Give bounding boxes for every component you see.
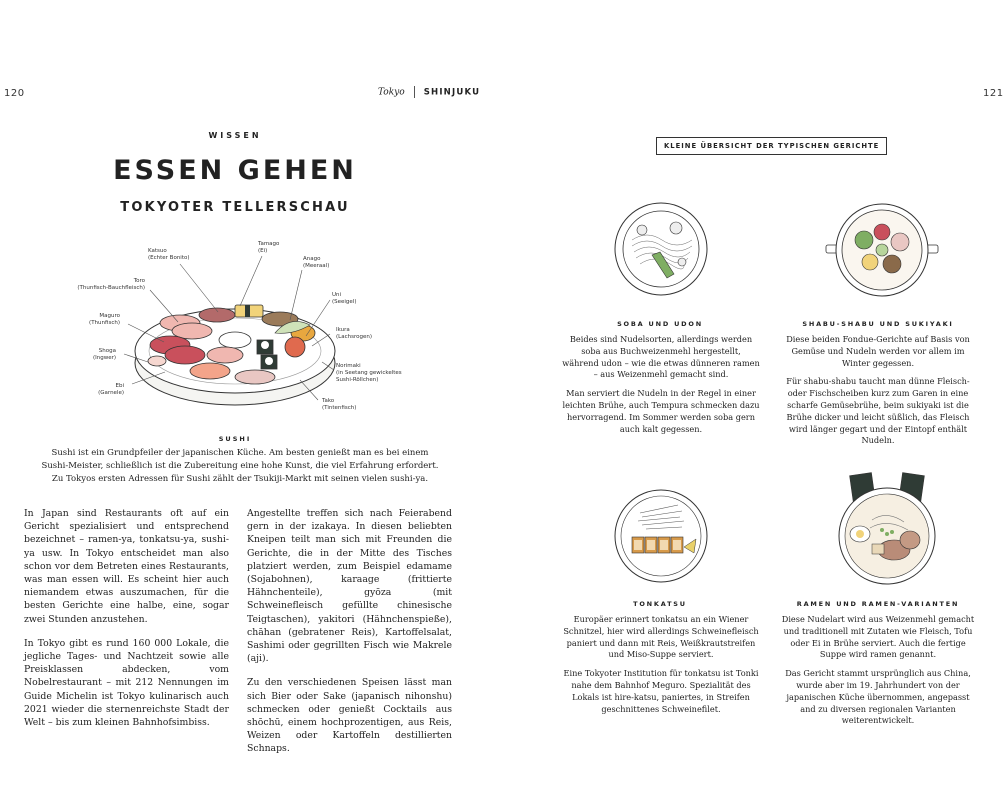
label-maguro: Maguro (Thunfisch) bbox=[89, 313, 120, 326]
label-tako: Tako (Tintenfisch) bbox=[322, 398, 357, 411]
body-column-2 bbox=[247, 507, 452, 767]
dish-text-shabu: Diese beiden Fondue-Gerichte auf Basis von Gemüse und Nudeln werden vor allem im Winter gegessen. Für shabu-shabu taucht man dünne Fleisch- oder Fischscheiben kurz zum Garen in eine scharfe Gemüsebrühe, beim sukiyaki ist die Brühe dicker und leicht süßlich, das Fleisch wird länger gegart und der Eintopf enthält Nudeln. bbox=[786, 334, 970, 446]
running-head bbox=[378, 86, 480, 98]
soba-bowl-illustration bbox=[612, 200, 710, 298]
dish-text-tonkatsu: Europäer erinnert tonkatsu an ein Wiener Schnitzel, hier wird allerdings Schweinefleisch paniert und dann mit Reis, Weißkrautstreifen und Miso-Suppe serviert. Eine Tokyoter Institution für tonkatsu ist Tonki nahe dem Bahnhof Meguro. Spezialität des Lokals ist hire-katsu, paniertes, in Streifen geschnittenes Schweinefilet. bbox=[563, 614, 759, 714]
dish-title-shabu: SHABU-SHABU UND SUKIYAKI bbox=[802, 320, 954, 328]
label-toro: Toro (Thunfisch-Bauchfleisch) bbox=[77, 278, 145, 291]
ramen-bowl-illustration bbox=[832, 470, 942, 588]
page-subtitle: TOKYOTER TELLERSCHAU bbox=[120, 200, 350, 215]
label-uni: Uni (Seeigel) bbox=[332, 292, 357, 305]
body-paragraph: In Tokyo gibt es rund 160 000 Lokale, die jegliche Tages- und Nachtzeit sowie alle Preisklassen abdecken, vom Nobelrestaurant – mit 212 Nennungen im Guide Michelin ist Tokyo kulinarisch auch 2021 wieder die sternenreichste Stadt der Welt – bis zum kleinen Bahnhofsimbiss. bbox=[24, 637, 229, 729]
overview-box-title: KLEINE ÜBERSICHT DER TYPISCHEN GERICHTE bbox=[656, 137, 887, 155]
dish-text-ramen: Diese Nudelart wird aus Weizenmehl gemacht und traditionell mit Zutaten wie Fleisch, Tofu oder Ei in Brühe serviert. Auch die fertige Suppe wird ramen genannt. Das Gericht stammt ursprünglich aus China, wurde aber im 19. Jahrhundert von der japanischen Küche übernommen, angepasst and zu diversen regionalen Varianten weiterentwickelt. bbox=[781, 614, 975, 726]
dish-title-soba: SOBA UND UDON bbox=[617, 320, 703, 328]
label-leader-lines bbox=[90, 250, 350, 410]
running-head-section: SHINJUKU bbox=[423, 87, 481, 98]
body-paragraph: Zu den verschiedenen Speisen lässt man sich Bier oder Sake (japanisch nihonshu) schmecken oder genießt Cocktails aus shōchū, einem hochprozentigen, aus Reis, Weizen oder Kartoffeln destillierten Schnaps. bbox=[247, 677, 452, 755]
dish-title-tonkatsu: TONKATSU bbox=[633, 600, 687, 608]
label-ikura: Ikura (Lachsrogen) bbox=[336, 327, 372, 340]
body-column-1 bbox=[24, 507, 229, 740]
dish-text-soba: Beides sind Nudelsorten, allerdings werden soba aus Buchweizenmehl hergestellt, während udon – wie die etwas dünneren ramen – aus Weizenmehl gemacht sind. Man serviert die Nudeln in der Regel in einer leichten Brühe, auch Tempura schmecken dazu hervorragend. Im Sommer werden soba gern auch kalt gegessen. bbox=[562, 334, 760, 434]
label-katsuo: Katsuo (Echter Bonito) bbox=[148, 248, 190, 261]
body-paragraph: Angestellte treffen sich nach Feierabend gern in der izakaya. In diesen beliebten Kneipen teilt man sich mit Freunden die Gerichte, die in der Mitte des Tisches platziert werden, zum Beispiel edamame (Sojabohnen), karaage (frittierte Hähnchenteile), gyōza (mit Schweinefleisch gefüllte chinesische Teigtaschen), yakitori (Hähnchenspieße), chāhan (gebratener Reis), Kartoffelsalat, Sashimi oder gegrillten Fisch wie Makrele (aji). bbox=[247, 508, 452, 665]
body-paragraph: In Japan sind Restaurants oft auf ein Gericht spezialisiert und entsprechend bezeichnet – ramen-ya, tonkatsu-ya, sushi-ya usw. In Tokyo entscheidet man also schon vor dem Betreten eines Restaurants, was man essen will. Es scheint hier auch niemandem etwas auszumachen, für die besten Gerichte eine halbe, eine, sogar zwei Stunden anzustehen. bbox=[24, 508, 229, 625]
running-head-city: Tokyo bbox=[378, 87, 405, 98]
dish-title-ramen: RAMEN UND RAMEN-VARIANTEN bbox=[796, 600, 960, 608]
section-kicker: WISSEN bbox=[208, 131, 262, 140]
page-number-left: 120 bbox=[4, 88, 25, 99]
page-number-right: 121 bbox=[983, 88, 1004, 99]
label-norimaki: Norimaki (in Seetang gewickeltes Sushi-Röllchen) bbox=[336, 363, 402, 383]
intro-text: Sushi ist ein Grundpfeiler der japanischen Küche. Am besten genießt man es bei einem Sushi-Meister, schließlich ist die Zubereitung eine hohe Kunst, die viel Erfahrung erfordert. Zu Tokyos ersten Adressen für Sushi zählt der Tsukiji-Markt mit seinen vielen sushi-ya. bbox=[41, 448, 439, 484]
label-tamago: Tamago (Ei) bbox=[258, 241, 280, 254]
diagram-caption: SUSHI bbox=[218, 435, 252, 443]
shabu-pot-illustration bbox=[822, 200, 942, 300]
label-ebi: Ebi (Garnele) bbox=[98, 383, 124, 396]
label-shoga: Shoga (Ingwer) bbox=[92, 348, 116, 361]
tonkatsu-plate-illustration bbox=[612, 487, 710, 585]
label-anago: Anago (Meeraal) bbox=[303, 256, 330, 269]
page-title: ESSEN GEHEN bbox=[113, 155, 357, 186]
